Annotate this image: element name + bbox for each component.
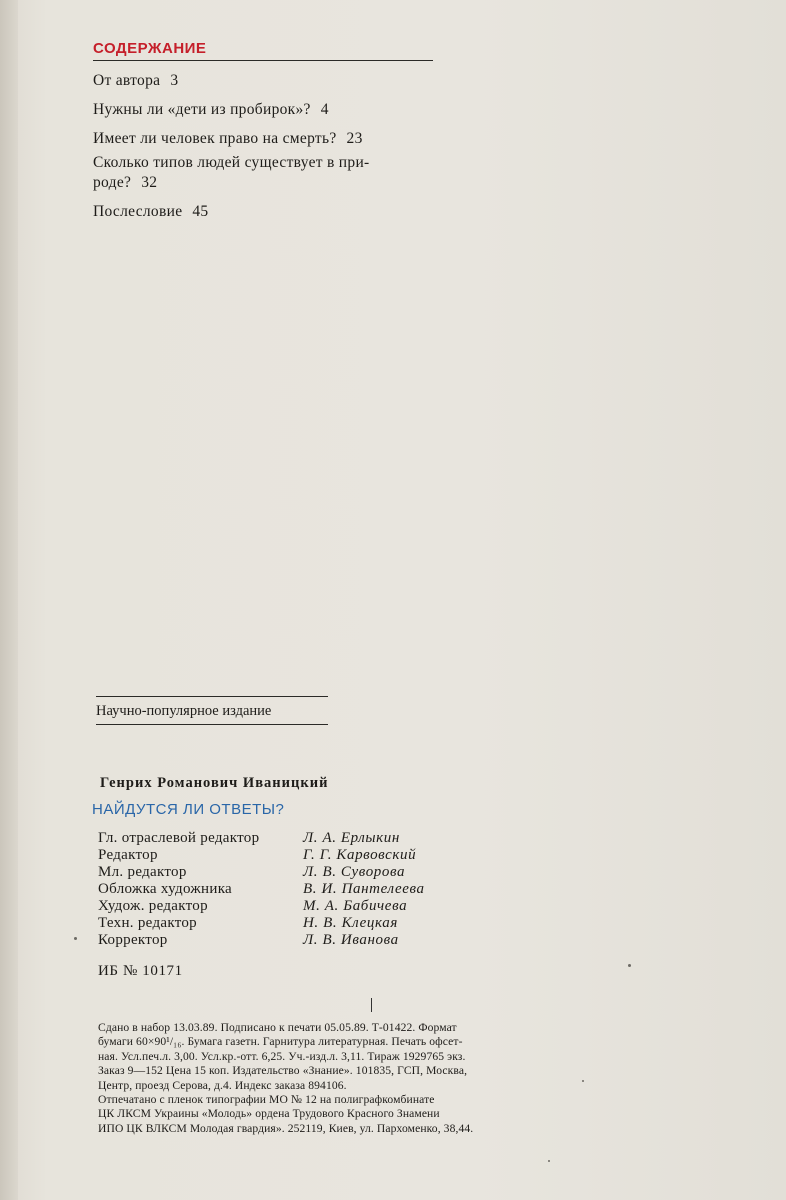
toc-item bbox=[93, 153, 438, 173]
credit-role: Мл. редактор bbox=[98, 864, 187, 880]
table-of-contents bbox=[93, 40, 438, 230]
credit-name: М. А. Бабичева bbox=[303, 898, 408, 914]
toc-item-text: Сколько типов людей существует в при- bbox=[93, 154, 370, 171]
edition-bottom-rule bbox=[96, 724, 328, 725]
toc-item bbox=[93, 202, 438, 222]
edition-type-label: Научно-популярное издание bbox=[96, 703, 272, 719]
ib-number: ИБ № 10171 bbox=[98, 963, 183, 979]
toc-item bbox=[93, 129, 438, 149]
credit-role: Техн. редактор bbox=[98, 915, 197, 931]
credit-role: Худож. редактор bbox=[98, 898, 208, 914]
print-mark bbox=[371, 998, 372, 1012]
toc-divider bbox=[93, 60, 433, 61]
paper-speck bbox=[628, 964, 631, 967]
paper-speck bbox=[548, 1160, 550, 1162]
imprint-line: Центр, проезд Серова, д.4. Индекс заказа 894106. bbox=[98, 1078, 347, 1092]
credit-row bbox=[98, 915, 425, 932]
imprint-line: бумаги 60×90¹/₁₆. Бумага газетн. Гарнитура литературная. Печать офсет- bbox=[98, 1035, 463, 1049]
book-title: НАЙДУТСЯ ЛИ ОТВЕТЫ? bbox=[92, 801, 285, 818]
credit-row bbox=[98, 847, 425, 864]
toc-item bbox=[93, 71, 438, 91]
toc-title: СОДЕРЖАНИЕ bbox=[93, 40, 207, 57]
imprint-line: ная. Усл.печ.л. 3,00. Усл.кр.-отт. 6,25. Уч.-изд.л. 3,11. Тираж 1929765 экз. bbox=[98, 1049, 466, 1063]
credit-row bbox=[98, 830, 425, 847]
toc-item bbox=[93, 100, 438, 120]
credit-role: Гл. отраслевой редактор bbox=[98, 830, 260, 846]
page-spine-shadow bbox=[0, 0, 18, 1200]
toc-item-text: роде? bbox=[93, 174, 132, 191]
toc-item-text: Нужны ли «дети из пробирок»? bbox=[93, 101, 311, 118]
toc-item-page: 23 bbox=[346, 130, 363, 147]
imprint-block bbox=[98, 1021, 568, 1136]
toc-item-page: 4 bbox=[320, 101, 329, 118]
credit-name: Г. Г. Карвовский bbox=[303, 847, 417, 863]
toc-item bbox=[93, 173, 438, 193]
imprint-line: ИПО ЦК ВЛКСМ Молодая гвардия». 252119, Киев, ул. Пархоменко, 38,44. bbox=[98, 1121, 474, 1135]
credit-name: Н. В. Клецкая bbox=[303, 915, 398, 931]
credit-role: Обложка художника bbox=[98, 881, 233, 897]
credit-row bbox=[98, 898, 425, 915]
credit-name: В. И. Пантелеева bbox=[303, 881, 425, 897]
toc-item-text: Послесловие bbox=[93, 203, 183, 220]
imprint-line: Сдано в набор 13.03.89. Подписано к печати 05.05.89. Т-01422. Формат bbox=[98, 1021, 457, 1034]
credit-name: Л. В. Иванова bbox=[303, 932, 399, 948]
imprint-line: Отпечатано с пленок типографии МО № 12 на полиграфкомбинате bbox=[98, 1093, 435, 1107]
credit-role: Корректор bbox=[98, 932, 168, 948]
edition-type-box bbox=[96, 696, 328, 725]
credit-name: Л. В. Суворова bbox=[303, 864, 406, 880]
imprint-line: Заказ 9—152 Цена 15 коп. Издательство «Знание». 101835, ГСП, Москва, bbox=[98, 1064, 468, 1078]
credit-row bbox=[98, 932, 425, 949]
toc-list bbox=[93, 71, 438, 222]
credit-role: Редактор bbox=[98, 847, 158, 863]
paper-speck bbox=[74, 937, 77, 940]
author-name: Генрих Романович Иваницкий bbox=[100, 775, 329, 791]
toc-item-page: 45 bbox=[192, 203, 209, 220]
toc-item-text: Имеет ли человек право на смерть? bbox=[93, 130, 337, 147]
credit-row bbox=[98, 881, 425, 898]
credit-name: Л. А. Ерлыкин bbox=[303, 830, 400, 846]
toc-item-page: 32 bbox=[141, 174, 158, 191]
credits-list bbox=[98, 830, 425, 949]
imprint-line: ЦК ЛКСМ Украины «Молодь» ордена Трудового Красного Знамени bbox=[98, 1107, 440, 1121]
toc-item-text: От автора bbox=[93, 72, 161, 89]
credit-row bbox=[98, 864, 425, 881]
paper-speck bbox=[582, 1080, 584, 1082]
toc-item-page: 3 bbox=[170, 72, 179, 89]
